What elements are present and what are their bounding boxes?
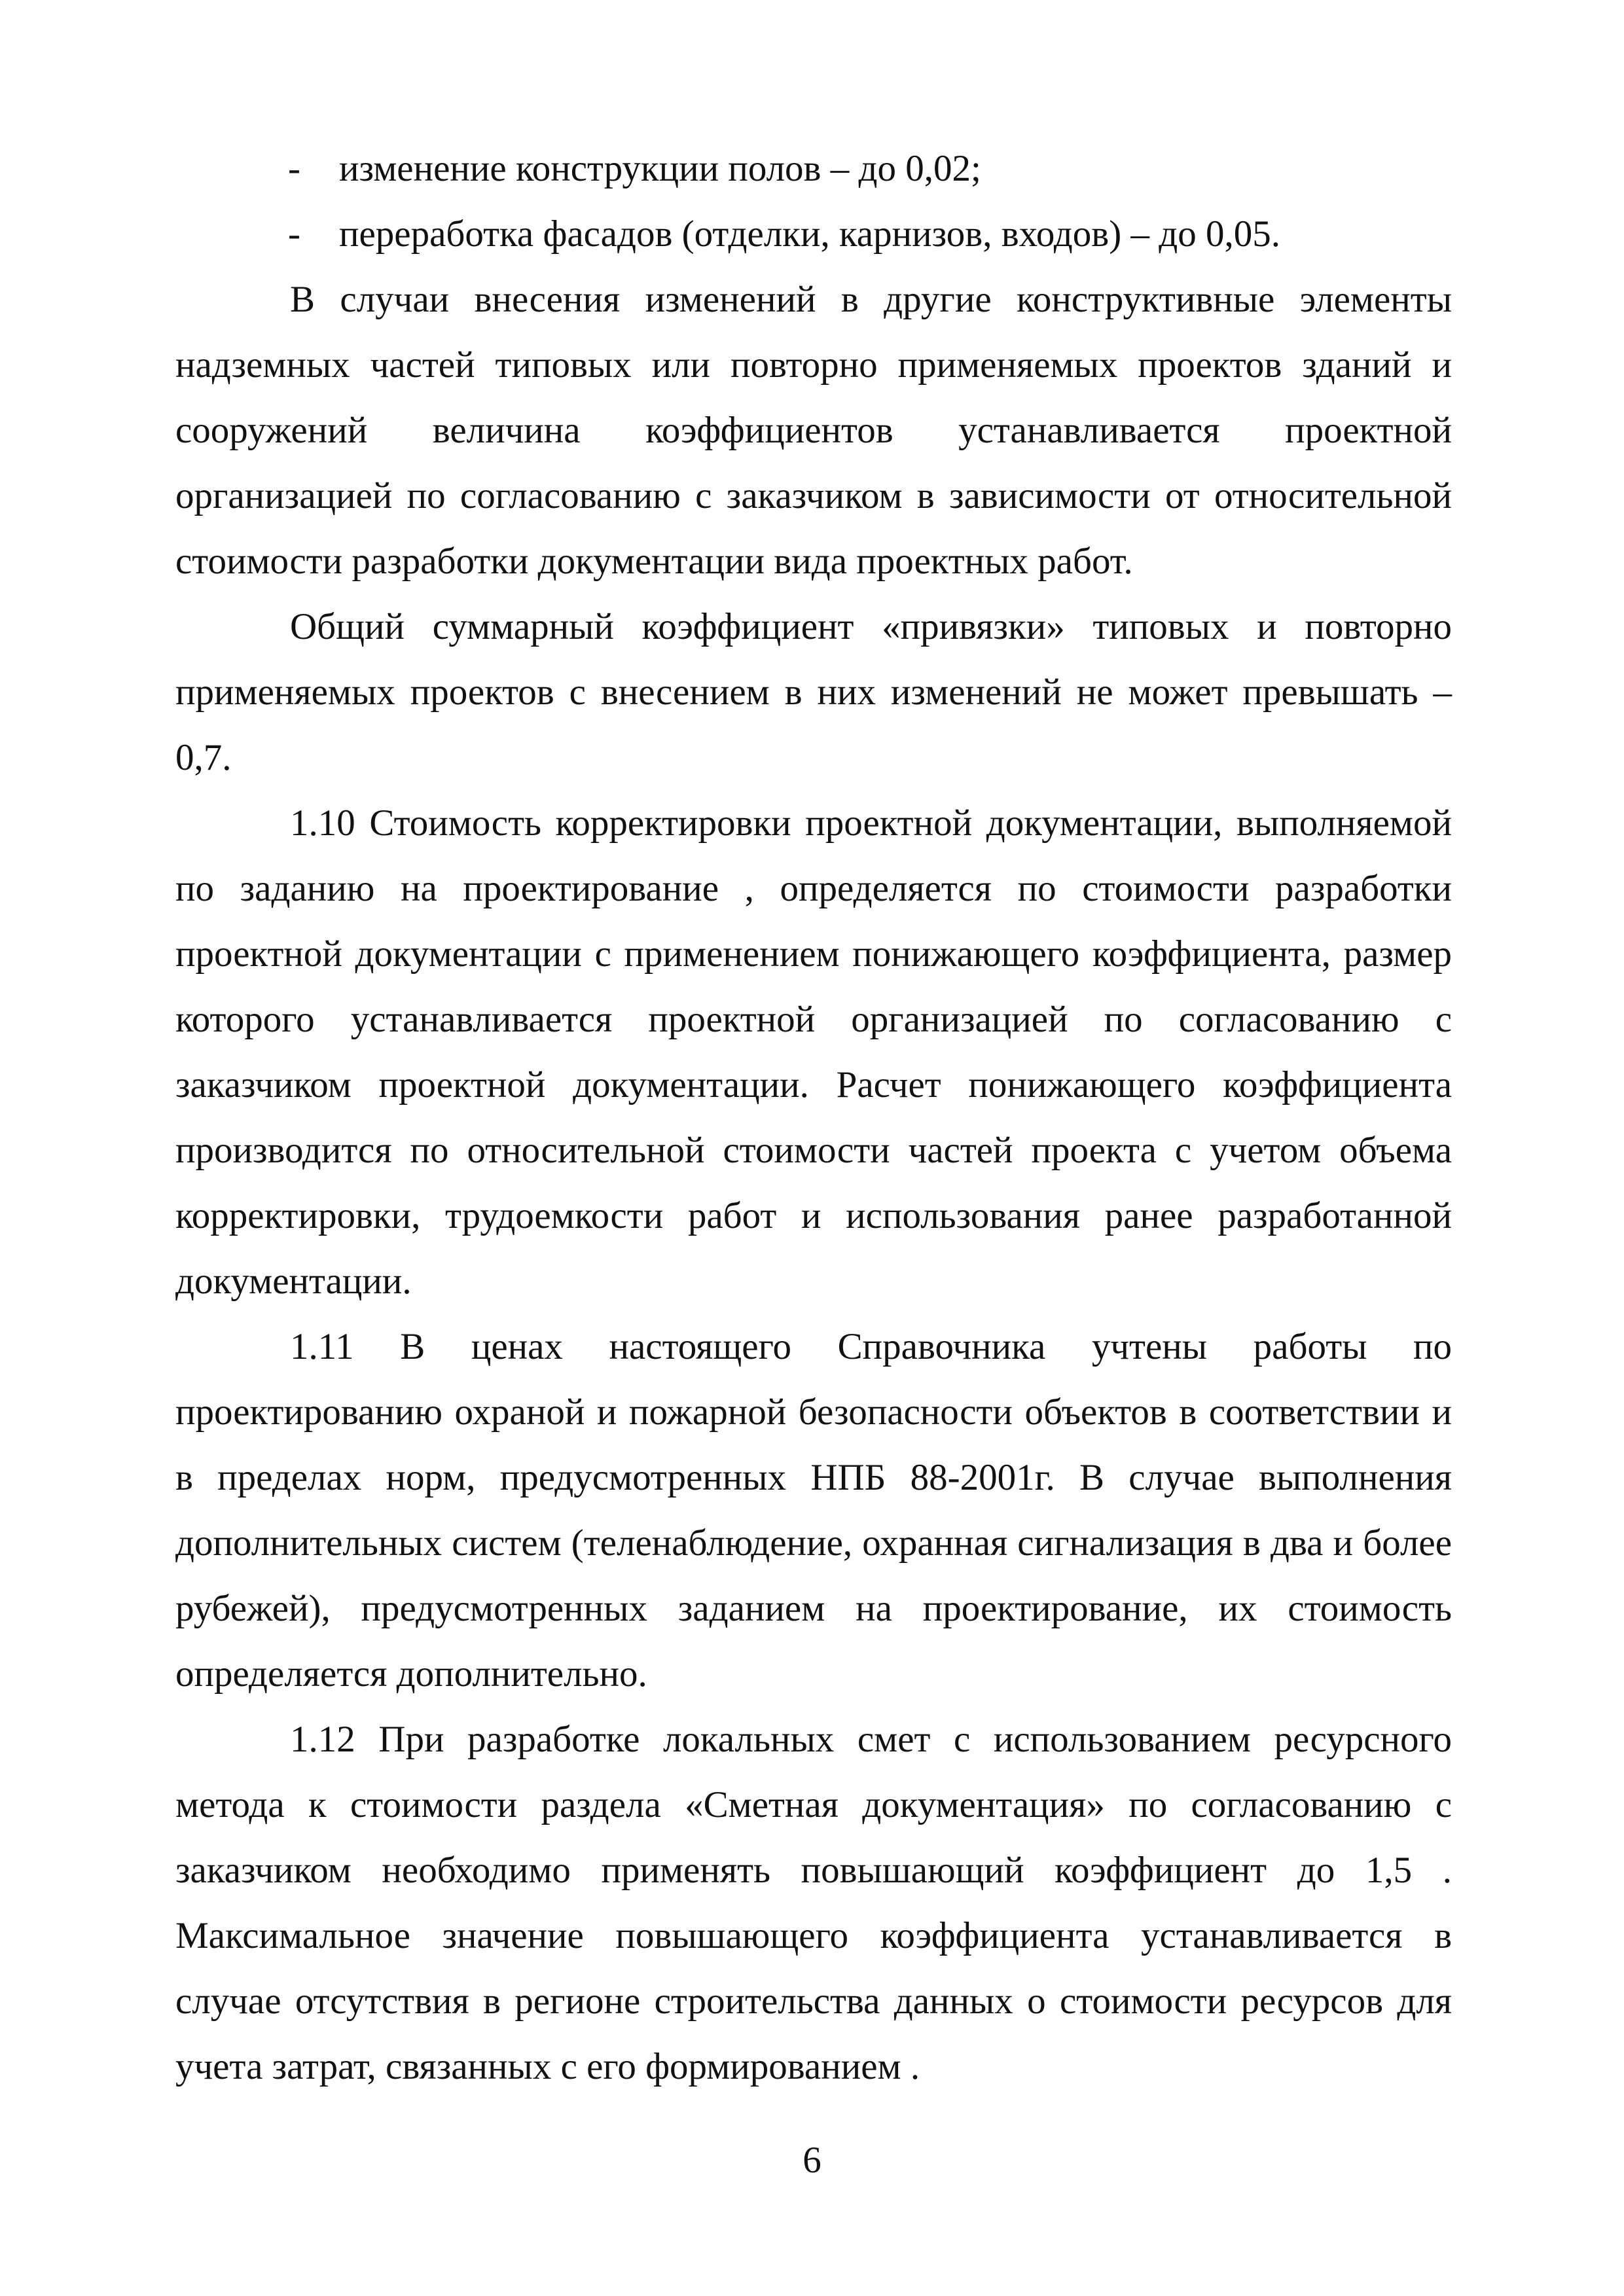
- bullet-item-floors: [175, 136, 1452, 202]
- paragraph-1-11: 1.11 В ценах настоящего Справочника учтены работы по проектированию охраной и пожарной безопасности объектов в соответствии и в пределах норм, предусмотренных НПБ 88-2001г. В случае выполнения дополнительных систем (теленаблюдение, охранная сигнализация в два и более рубежей), предусмотренных заданием на проектирование, их стоимость определяется дополнительно.: [175, 1326, 1452, 1695]
- paragraph-1-10: 1.10 Стоимость корректировки проектной документации, выполняемой по заданию на проектирование , определяется по стоимости разработки проектной документации с применением понижающего коэффициента, размер которого устанавливается проектной организацией по согласованию с заказчиком проектной документации. Расчет понижающего коэффициента производится по относительной стоимости частей проекта с учетом объема корректировки, трудоемкости работ и использования ранее разработанной документации.: [175, 802, 1452, 1302]
- paragraph-changes: В случаи внесения изменений в другие конструктивные элементы надземных частей типовых или повторно применяемых проектов зданий и сооружений величина коэффициентов устанавливается проектной организацией по согласованию с заказчиком в зависимости от относительной стоимости разработки документации вида проектных работ.: [175, 279, 1452, 582]
- bullet-marker: -: [288, 148, 300, 189]
- paragraph-total-coefficient: Общий суммарный коэффициент «привязки» типовых и повторно применяемых проектов с внесением в них изменений не может превышать – 0,7.: [175, 606, 1452, 778]
- bullet-marker: -: [288, 213, 300, 255]
- bullet-text: изменение конструкции полов – до 0,02;: [339, 148, 981, 189]
- bullet-item-facades: [175, 202, 1452, 267]
- paragraph-1-12: 1.12 При разработке локальных смет с использованием ресурсного метода к стоимости раздела «Сметная документация» по согласованию с заказчиком необходимо применять повышающий коэффициент до 1,5 . Максимальное значение повышающего коэффициента устанавливается в случае отсутствия в регионе строительства данных о стоимости ресурсов для учета затрат, связанных с его формированием .: [175, 1719, 1452, 2087]
- page-body: [175, 136, 1452, 2100]
- page-number: 6: [803, 2140, 821, 2181]
- bullet-text: переработка фасадов (отделки, карнизов, входов) – до 0,05.: [339, 213, 1280, 255]
